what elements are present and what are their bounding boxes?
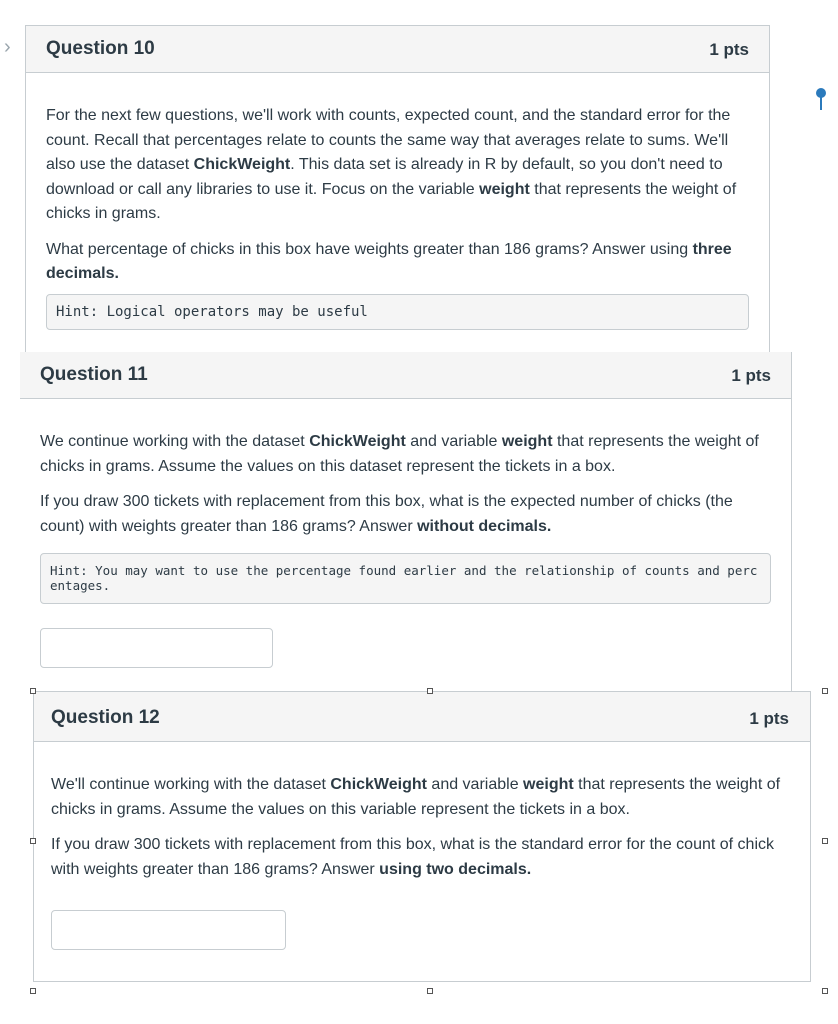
- resize-handle[interactable]: [30, 988, 36, 994]
- text-span: For the next few questions, we'll work with counts, expected count, and the standard error for the count. Recall that percentages relate to counts the same way that averages relate to sums. We'll also use the dataset: [46, 107, 731, 173]
- text-span: What percentage of chicks in this box have weights greater than 186 grams? Answer using: [46, 240, 693, 258]
- chevron-right-icon[interactable]: ›: [4, 36, 11, 58]
- resize-handle[interactable]: [30, 838, 36, 844]
- emphasis-text: weight: [479, 180, 530, 198]
- question-card-12: [33, 691, 811, 982]
- question-intro: [51, 773, 796, 822]
- resize-handle[interactable]: [822, 688, 828, 694]
- emphasis-text: three decimals.: [46, 240, 732, 282]
- emphasis-text: without decimals.: [417, 517, 552, 535]
- emphasis-text: ChickWeight: [309, 433, 406, 450]
- text-span: and variable: [405, 433, 502, 450]
- text-span: We continue working with the dataset: [40, 433, 310, 450]
- hint-box: Hint: You may want to use the percentage found earlier and the relationship of counts and percentages.: [40, 553, 771, 604]
- question-intro: [46, 104, 751, 227]
- question-points: 1 pts: [731, 366, 771, 385]
- text-span: If you draw 300 tickets with replacement from this box, what is the expected number of chicks (the count) with weights greater than 186 grams? Answer: [40, 493, 733, 535]
- question-header: [34, 692, 810, 742]
- question-points: 1 pts: [709, 40, 749, 59]
- emphasis-text: weight: [523, 776, 574, 793]
- emphasis-text: weight: [501, 433, 553, 450]
- question-text: [51, 773, 796, 893]
- emphasis-text: using two decimals.: [379, 860, 532, 878]
- resize-handle[interactable]: [30, 688, 36, 694]
- text-span: that represents the weight of chicks in grams.: [46, 180, 737, 222]
- question-title: Question 10: [46, 38, 155, 59]
- map-pin-icon[interactable]: [812, 86, 830, 112]
- question-title: Question 12: [51, 707, 160, 728]
- question-text: [46, 104, 751, 298]
- resize-handle[interactable]: [822, 988, 828, 994]
- question-intro: [40, 430, 770, 479]
- question-title: Question 11: [40, 364, 148, 385]
- answer-input[interactable]: [40, 628, 273, 668]
- hint-box: Hint: Logical operators may be useful: [46, 294, 749, 330]
- question-card-11: [20, 352, 792, 692]
- text-span: We'll continue working with the dataset: [51, 776, 331, 793]
- answer-input[interactable]: [51, 910, 286, 950]
- resize-handle[interactable]: [427, 688, 433, 694]
- question-prompt: [40, 490, 770, 539]
- question-card-10: [25, 25, 770, 355]
- text-span: that represents the weight of chicks in grams. Assume the values on this variable represent the tickets in a box.: [51, 776, 781, 818]
- question-header: [20, 352, 791, 399]
- question-header: [26, 26, 769, 73]
- resize-handle[interactable]: [427, 988, 433, 994]
- resize-handle[interactable]: [822, 838, 828, 844]
- question-points: 1 pts: [749, 709, 789, 728]
- emphasis-text: ChickWeight: [193, 156, 291, 173]
- question-prompt: [46, 238, 751, 287]
- text-span: that represents the weight of chicks in grams. Assume the values on this dataset represent the tickets in a box.: [40, 433, 759, 475]
- question-text: [40, 430, 770, 550]
- text-span: . This data set is already in R by default, so you don't need to download or call any libraries to use it. Focus on the variable: [46, 156, 723, 198]
- text-span: and variable: [426, 776, 524, 793]
- emphasis-text: ChickWeight: [330, 776, 427, 793]
- question-prompt: [51, 833, 796, 882]
- text-span: If you draw 300 tickets with replacement from this box, what is the standard error for the count of chick with weights greater than 186 grams? Answer: [51, 836, 774, 878]
